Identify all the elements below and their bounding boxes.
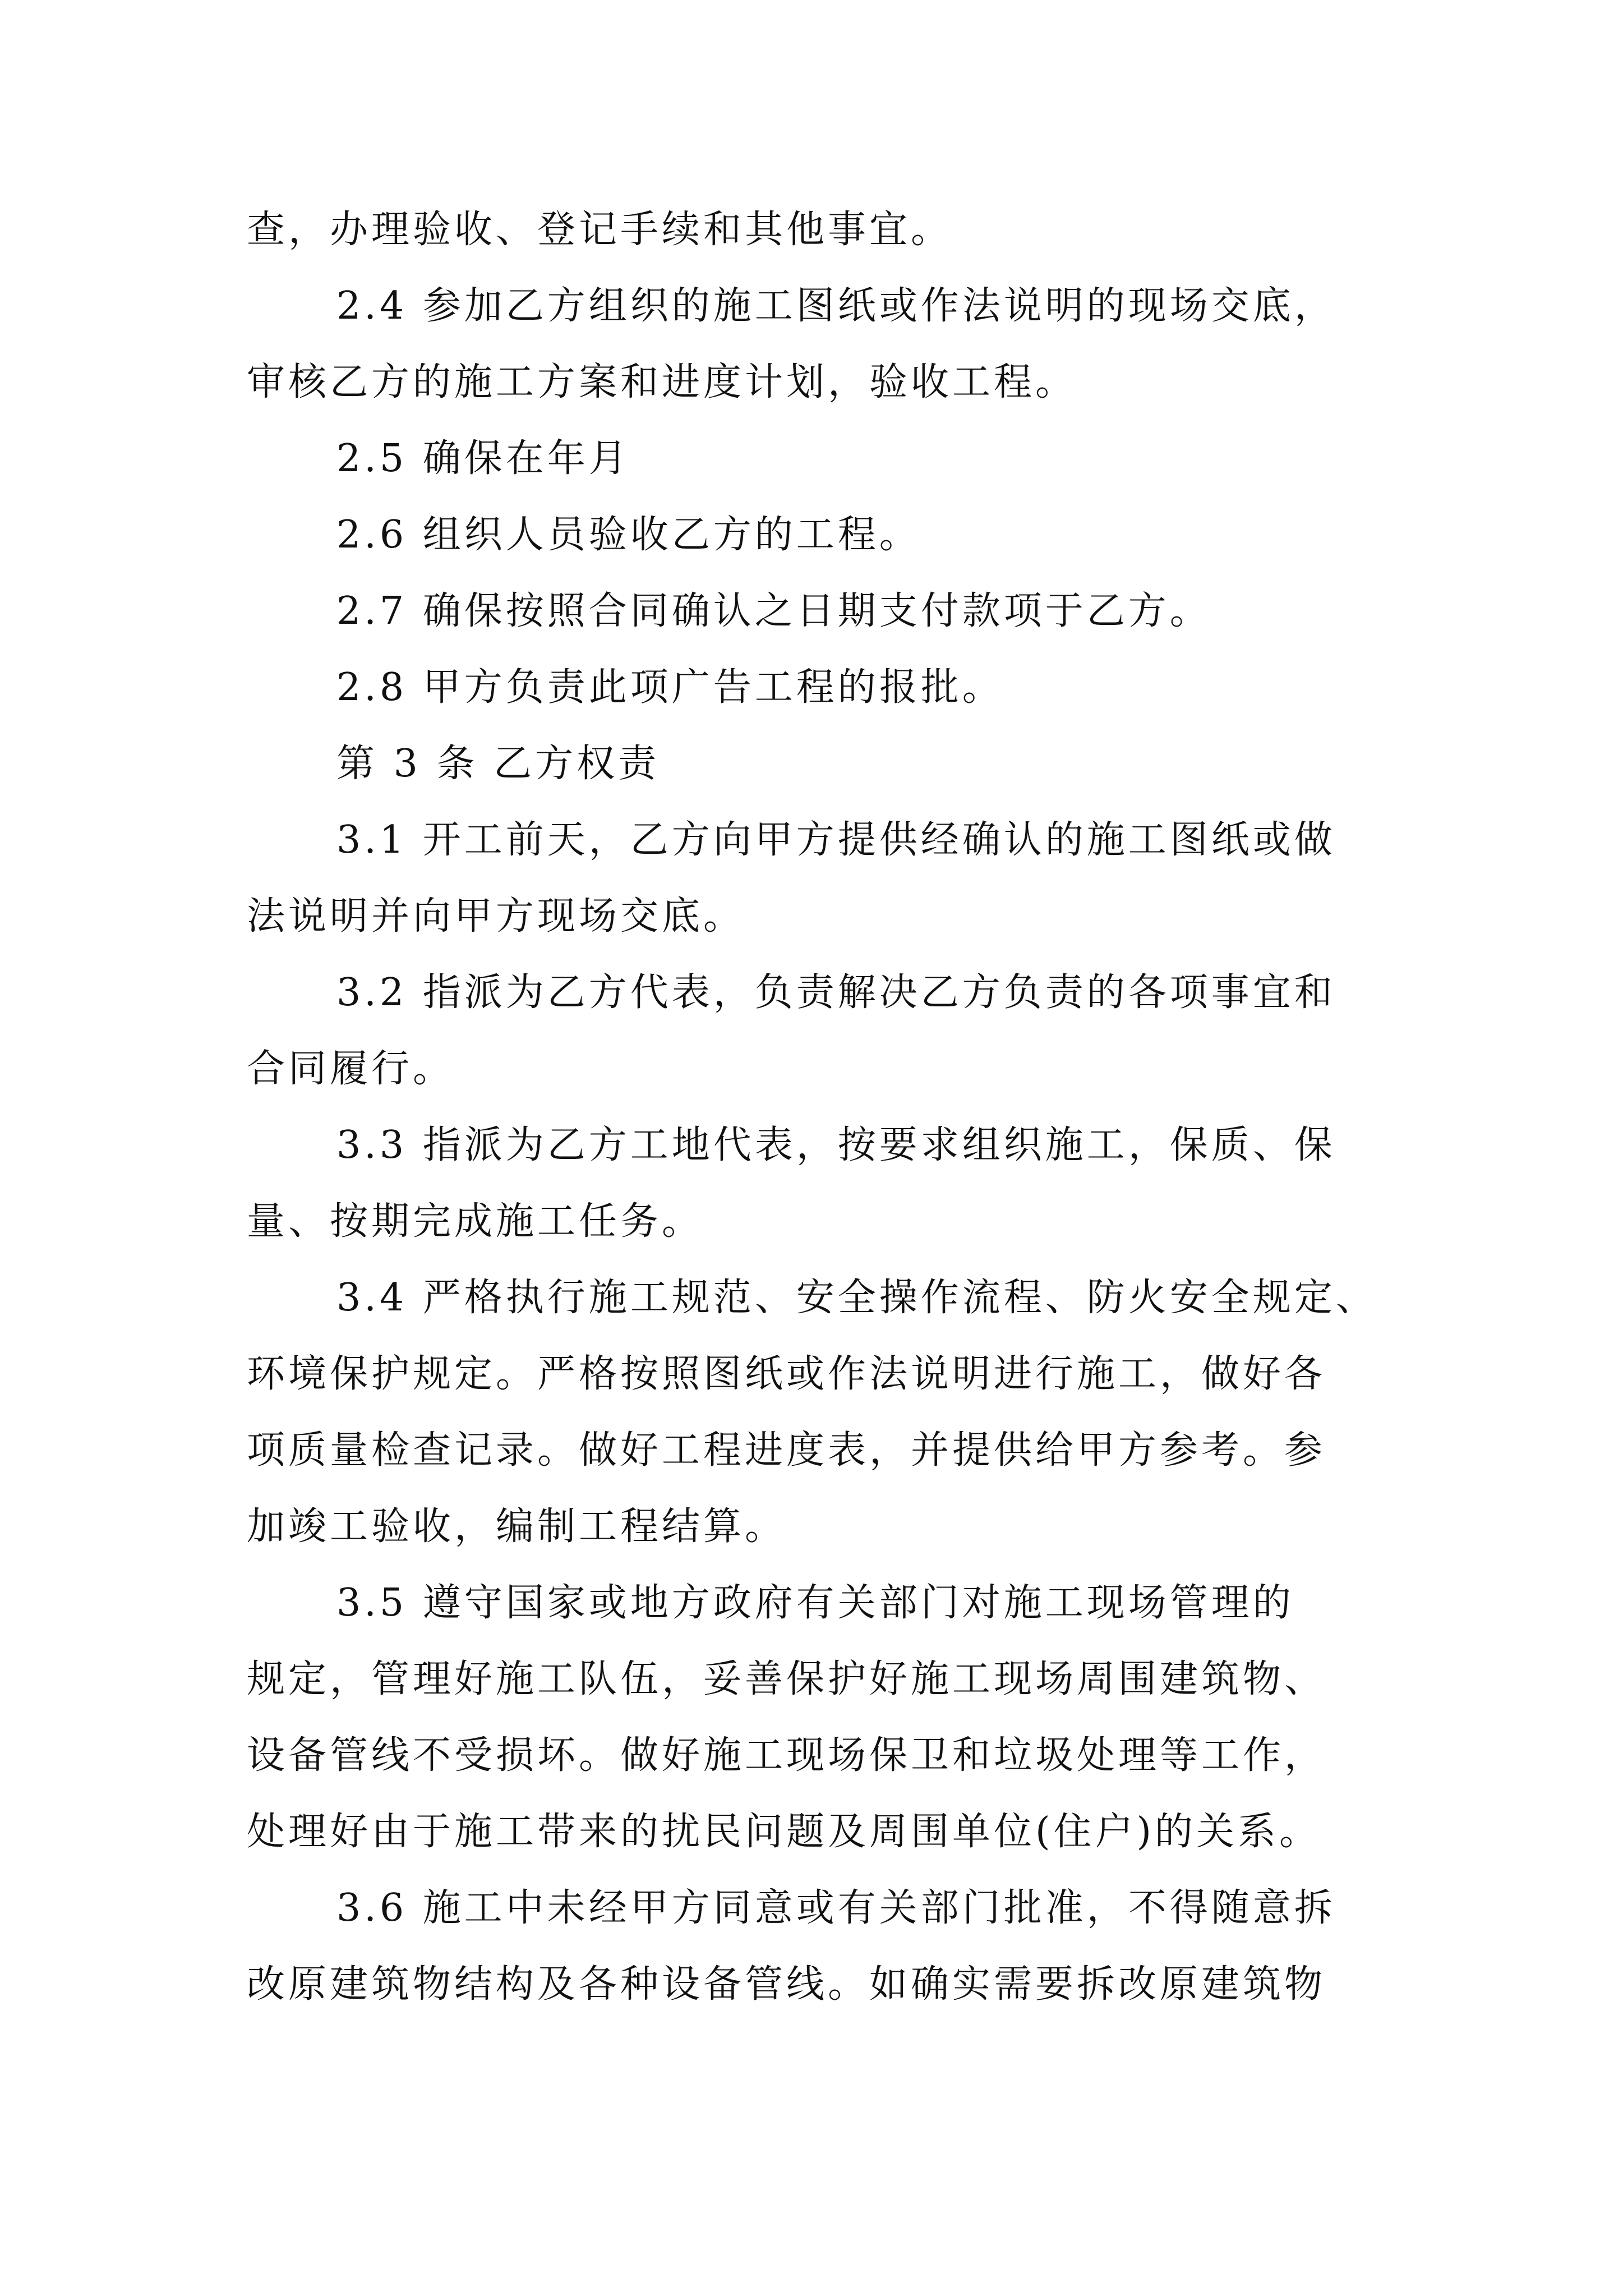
text-line: 查，办理验收、登记手续和其他事宜。 bbox=[247, 208, 953, 252]
clause-3-1: 3.1 开工前天，乙方向甲方提供经确认的施工图纸或做 bbox=[336, 818, 1336, 862]
clause-2-4: 2.4 参加乙方组织的施工图纸或作法说明的现场交底， bbox=[336, 284, 1336, 328]
section-heading-article-3: 第 3 条 乙方权责 bbox=[336, 742, 660, 786]
text-line: 合同履行。 bbox=[247, 1047, 455, 1091]
clause-3-6: 3.6 施工中未经甲方同意或有关部门批准，不得随意拆 bbox=[336, 1886, 1336, 1930]
clause-3-2: 3.2 指派为乙方代表，负责解决乙方负责的各项事宜和 bbox=[336, 970, 1336, 1015]
text-line: 环境保护规定。严格按照图纸或作法说明进行施工，做好各 bbox=[247, 1352, 1326, 1396]
text-line: 量、按期完成施工任务。 bbox=[247, 1199, 704, 1244]
text-line: 改原建筑物结构及各种设备管线。如确实需要拆改原建筑物 bbox=[247, 1962, 1326, 2007]
clause-2-5: 2.5 确保在年月 bbox=[336, 436, 630, 481]
clause-3-3: 3.3 指派为乙方工地代表，按要求组织施工，保质、保 bbox=[336, 1123, 1336, 1167]
text-line: 设备管线不受损坏。做好施工现场保卫和垃圾处理等工作， bbox=[247, 1733, 1326, 1778]
clause-3-5: 3.5 遵守国家或地方政府有关部门对施工现场管理的 bbox=[336, 1581, 1294, 1625]
clause-2-8: 2.8 甲方负责此项广告工程的报批。 bbox=[336, 665, 1004, 710]
text-line: 加竣工验收，编制工程结算。 bbox=[247, 1504, 787, 1549]
clause-2-6: 2.6 组织人员验收乙方的工程。 bbox=[336, 513, 921, 557]
text-line: 规定，管理好施工队伍，妥善保护好施工现场周围建筑物、 bbox=[247, 1657, 1326, 1701]
text-line: 项质量检查记录。做好工程进度表，并提供给甲方参考。参 bbox=[247, 1428, 1326, 1473]
clause-2-7: 2.7 确保按照合同确认之日期支付款项于乙方。 bbox=[336, 589, 1211, 633]
text-line: 审核乙方的施工方案和进度计划，验收工程。 bbox=[247, 360, 1077, 404]
text-line: 处理好由于施工带来的扰民问题及周围单位(住户)的关系。 bbox=[247, 1810, 1321, 1854]
text-line: 法说明并向甲方现场交底。 bbox=[247, 894, 745, 938]
clause-3-4: 3.4 严格执行施工规范、安全操作流程、防火安全规定、 bbox=[336, 1276, 1377, 1320]
